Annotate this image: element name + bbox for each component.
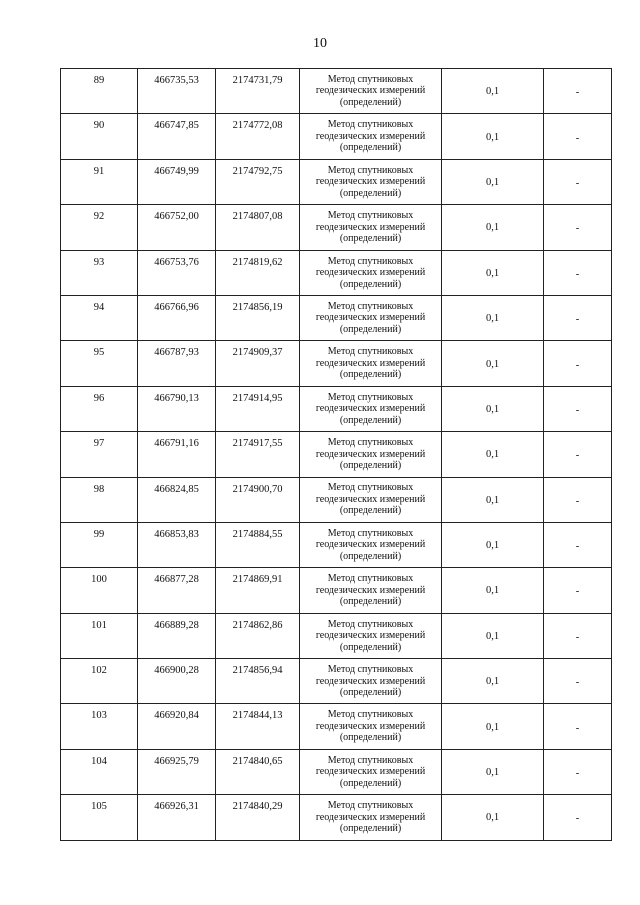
y-coordinate-cell: 2174869,91 <box>216 568 300 613</box>
y-coordinate-cell: 2174807,08 <box>216 205 300 250</box>
description-cell: - <box>544 795 612 840</box>
method-cell: Метод спутниковых геодезических измерений (определений) <box>300 432 442 477</box>
method-cell: Метод спутниковых геодезических измерений (определений) <box>300 749 442 794</box>
x-coordinate-cell: 466735,53 <box>138 69 216 114</box>
description-cell: - <box>544 477 612 522</box>
x-coordinate-cell: 466877,28 <box>138 568 216 613</box>
method-cell: Метод спутниковых геодезических измерений (определений) <box>300 341 442 386</box>
table-row <box>61 295 612 340</box>
description-cell: - <box>544 704 612 749</box>
x-coordinate-cell: 466926,31 <box>138 795 216 840</box>
table-row <box>61 613 612 658</box>
x-coordinate-cell: 466790,13 <box>138 386 216 431</box>
description-cell: - <box>544 432 612 477</box>
accuracy-cell: 0,1 <box>442 704 544 749</box>
table-row <box>61 159 612 204</box>
method-cell: Метод спутниковых геодезических измерений (определений) <box>300 477 442 522</box>
accuracy-cell: 0,1 <box>442 795 544 840</box>
accuracy-cell: 0,1 <box>442 432 544 477</box>
x-coordinate-cell: 466889,28 <box>138 613 216 658</box>
point-number-cell: 97 <box>61 432 138 477</box>
table-row <box>61 568 612 613</box>
point-number-cell: 99 <box>61 522 138 567</box>
y-coordinate-cell: 2174840,29 <box>216 795 300 840</box>
description-cell: - <box>544 114 612 159</box>
accuracy-cell: 0,1 <box>442 659 544 704</box>
y-coordinate-cell: 2174917,55 <box>216 432 300 477</box>
description-cell: - <box>544 341 612 386</box>
accuracy-cell: 0,1 <box>442 477 544 522</box>
description-cell: - <box>544 69 612 114</box>
accuracy-cell: 0,1 <box>442 749 544 794</box>
accuracy-cell: 0,1 <box>442 522 544 567</box>
point-number-cell: 89 <box>61 69 138 114</box>
y-coordinate-cell: 2174792,75 <box>216 159 300 204</box>
method-cell: Метод спутниковых геодезических измерений (определений) <box>300 522 442 567</box>
accuracy-cell: 0,1 <box>442 159 544 204</box>
method-cell: Метод спутниковых геодезических измерений (определений) <box>300 69 442 114</box>
coordinates-table <box>60 68 612 841</box>
method-cell: Метод спутниковых геодезических измерений (определений) <box>300 704 442 749</box>
description-cell: - <box>544 386 612 431</box>
point-number-cell: 95 <box>61 341 138 386</box>
method-cell: Метод спутниковых геодезических измерений (определений) <box>300 295 442 340</box>
point-number-cell: 91 <box>61 159 138 204</box>
table-row <box>61 749 612 794</box>
table-row <box>61 250 612 295</box>
table-row <box>61 795 612 840</box>
y-coordinate-cell: 2174856,94 <box>216 659 300 704</box>
x-coordinate-cell: 466787,93 <box>138 341 216 386</box>
x-coordinate-cell: 466766,96 <box>138 295 216 340</box>
description-cell: - <box>544 295 612 340</box>
x-coordinate-cell: 466749,99 <box>138 159 216 204</box>
method-cell: Метод спутниковых геодезических измерений (определений) <box>300 205 442 250</box>
description-cell: - <box>544 749 612 794</box>
y-coordinate-cell: 2174914,95 <box>216 386 300 431</box>
table-row <box>61 432 612 477</box>
point-number-cell: 100 <box>61 568 138 613</box>
accuracy-cell: 0,1 <box>442 69 544 114</box>
description-cell: - <box>544 568 612 613</box>
accuracy-cell: 0,1 <box>442 205 544 250</box>
method-cell: Метод спутниковых геодезических измерений (определений) <box>300 613 442 658</box>
x-coordinate-cell: 466853,83 <box>138 522 216 567</box>
method-cell: Метод спутниковых геодезических измерений (определений) <box>300 386 442 431</box>
y-coordinate-cell: 2174819,62 <box>216 250 300 295</box>
method-cell: Метод спутниковых геодезических измерений (определений) <box>300 159 442 204</box>
x-coordinate-cell: 466753,76 <box>138 250 216 295</box>
description-cell: - <box>544 613 612 658</box>
point-number-cell: 93 <box>61 250 138 295</box>
accuracy-cell: 0,1 <box>442 568 544 613</box>
table-row <box>61 386 612 431</box>
y-coordinate-cell: 2174900,70 <box>216 477 300 522</box>
x-coordinate-cell: 466900,28 <box>138 659 216 704</box>
x-coordinate-cell: 466824,85 <box>138 477 216 522</box>
y-coordinate-cell: 2174856,19 <box>216 295 300 340</box>
point-number-cell: 104 <box>61 749 138 794</box>
x-coordinate-cell: 466920,84 <box>138 704 216 749</box>
table-row <box>61 704 612 749</box>
y-coordinate-cell: 2174909,37 <box>216 341 300 386</box>
x-coordinate-cell: 466925,79 <box>138 749 216 794</box>
description-cell: - <box>544 159 612 204</box>
point-number-cell: 105 <box>61 795 138 840</box>
y-coordinate-cell: 2174772,08 <box>216 114 300 159</box>
y-coordinate-cell: 2174731,79 <box>216 69 300 114</box>
point-number-cell: 101 <box>61 613 138 658</box>
table-row <box>61 477 612 522</box>
method-cell: Метод спутниковых геодезических измерений (определений) <box>300 250 442 295</box>
point-number-cell: 92 <box>61 205 138 250</box>
point-number-cell: 90 <box>61 114 138 159</box>
accuracy-cell: 0,1 <box>442 250 544 295</box>
table-row <box>61 522 612 567</box>
y-coordinate-cell: 2174862,86 <box>216 613 300 658</box>
y-coordinate-cell: 2174884,55 <box>216 522 300 567</box>
table-row <box>61 659 612 704</box>
description-cell: - <box>544 205 612 250</box>
accuracy-cell: 0,1 <box>442 114 544 159</box>
method-cell: Метод спутниковых геодезических измерений (определений) <box>300 568 442 613</box>
table-row <box>61 341 612 386</box>
method-cell: Метод спутниковых геодезических измерений (определений) <box>300 659 442 704</box>
accuracy-cell: 0,1 <box>442 613 544 658</box>
table-row <box>61 205 612 250</box>
x-coordinate-cell: 466747,85 <box>138 114 216 159</box>
point-number-cell: 96 <box>61 386 138 431</box>
page-number: 10 <box>313 36 327 51</box>
x-coordinate-cell: 466752,00 <box>138 205 216 250</box>
accuracy-cell: 0,1 <box>442 341 544 386</box>
y-coordinate-cell: 2174844,13 <box>216 704 300 749</box>
table-row <box>61 114 612 159</box>
y-coordinate-cell: 2174840,65 <box>216 749 300 794</box>
method-cell: Метод спутниковых геодезических измерений (определений) <box>300 114 442 159</box>
point-number-cell: 94 <box>61 295 138 340</box>
accuracy-cell: 0,1 <box>442 386 544 431</box>
method-cell: Метод спутниковых геодезических измерений (определений) <box>300 795 442 840</box>
point-number-cell: 98 <box>61 477 138 522</box>
x-coordinate-cell: 466791,16 <box>138 432 216 477</box>
description-cell: - <box>544 522 612 567</box>
description-cell: - <box>544 250 612 295</box>
point-number-cell: 102 <box>61 659 138 704</box>
point-number-cell: 103 <box>61 704 138 749</box>
description-cell: - <box>544 659 612 704</box>
table-body <box>61 69 612 841</box>
table-row <box>61 69 612 114</box>
accuracy-cell: 0,1 <box>442 295 544 340</box>
